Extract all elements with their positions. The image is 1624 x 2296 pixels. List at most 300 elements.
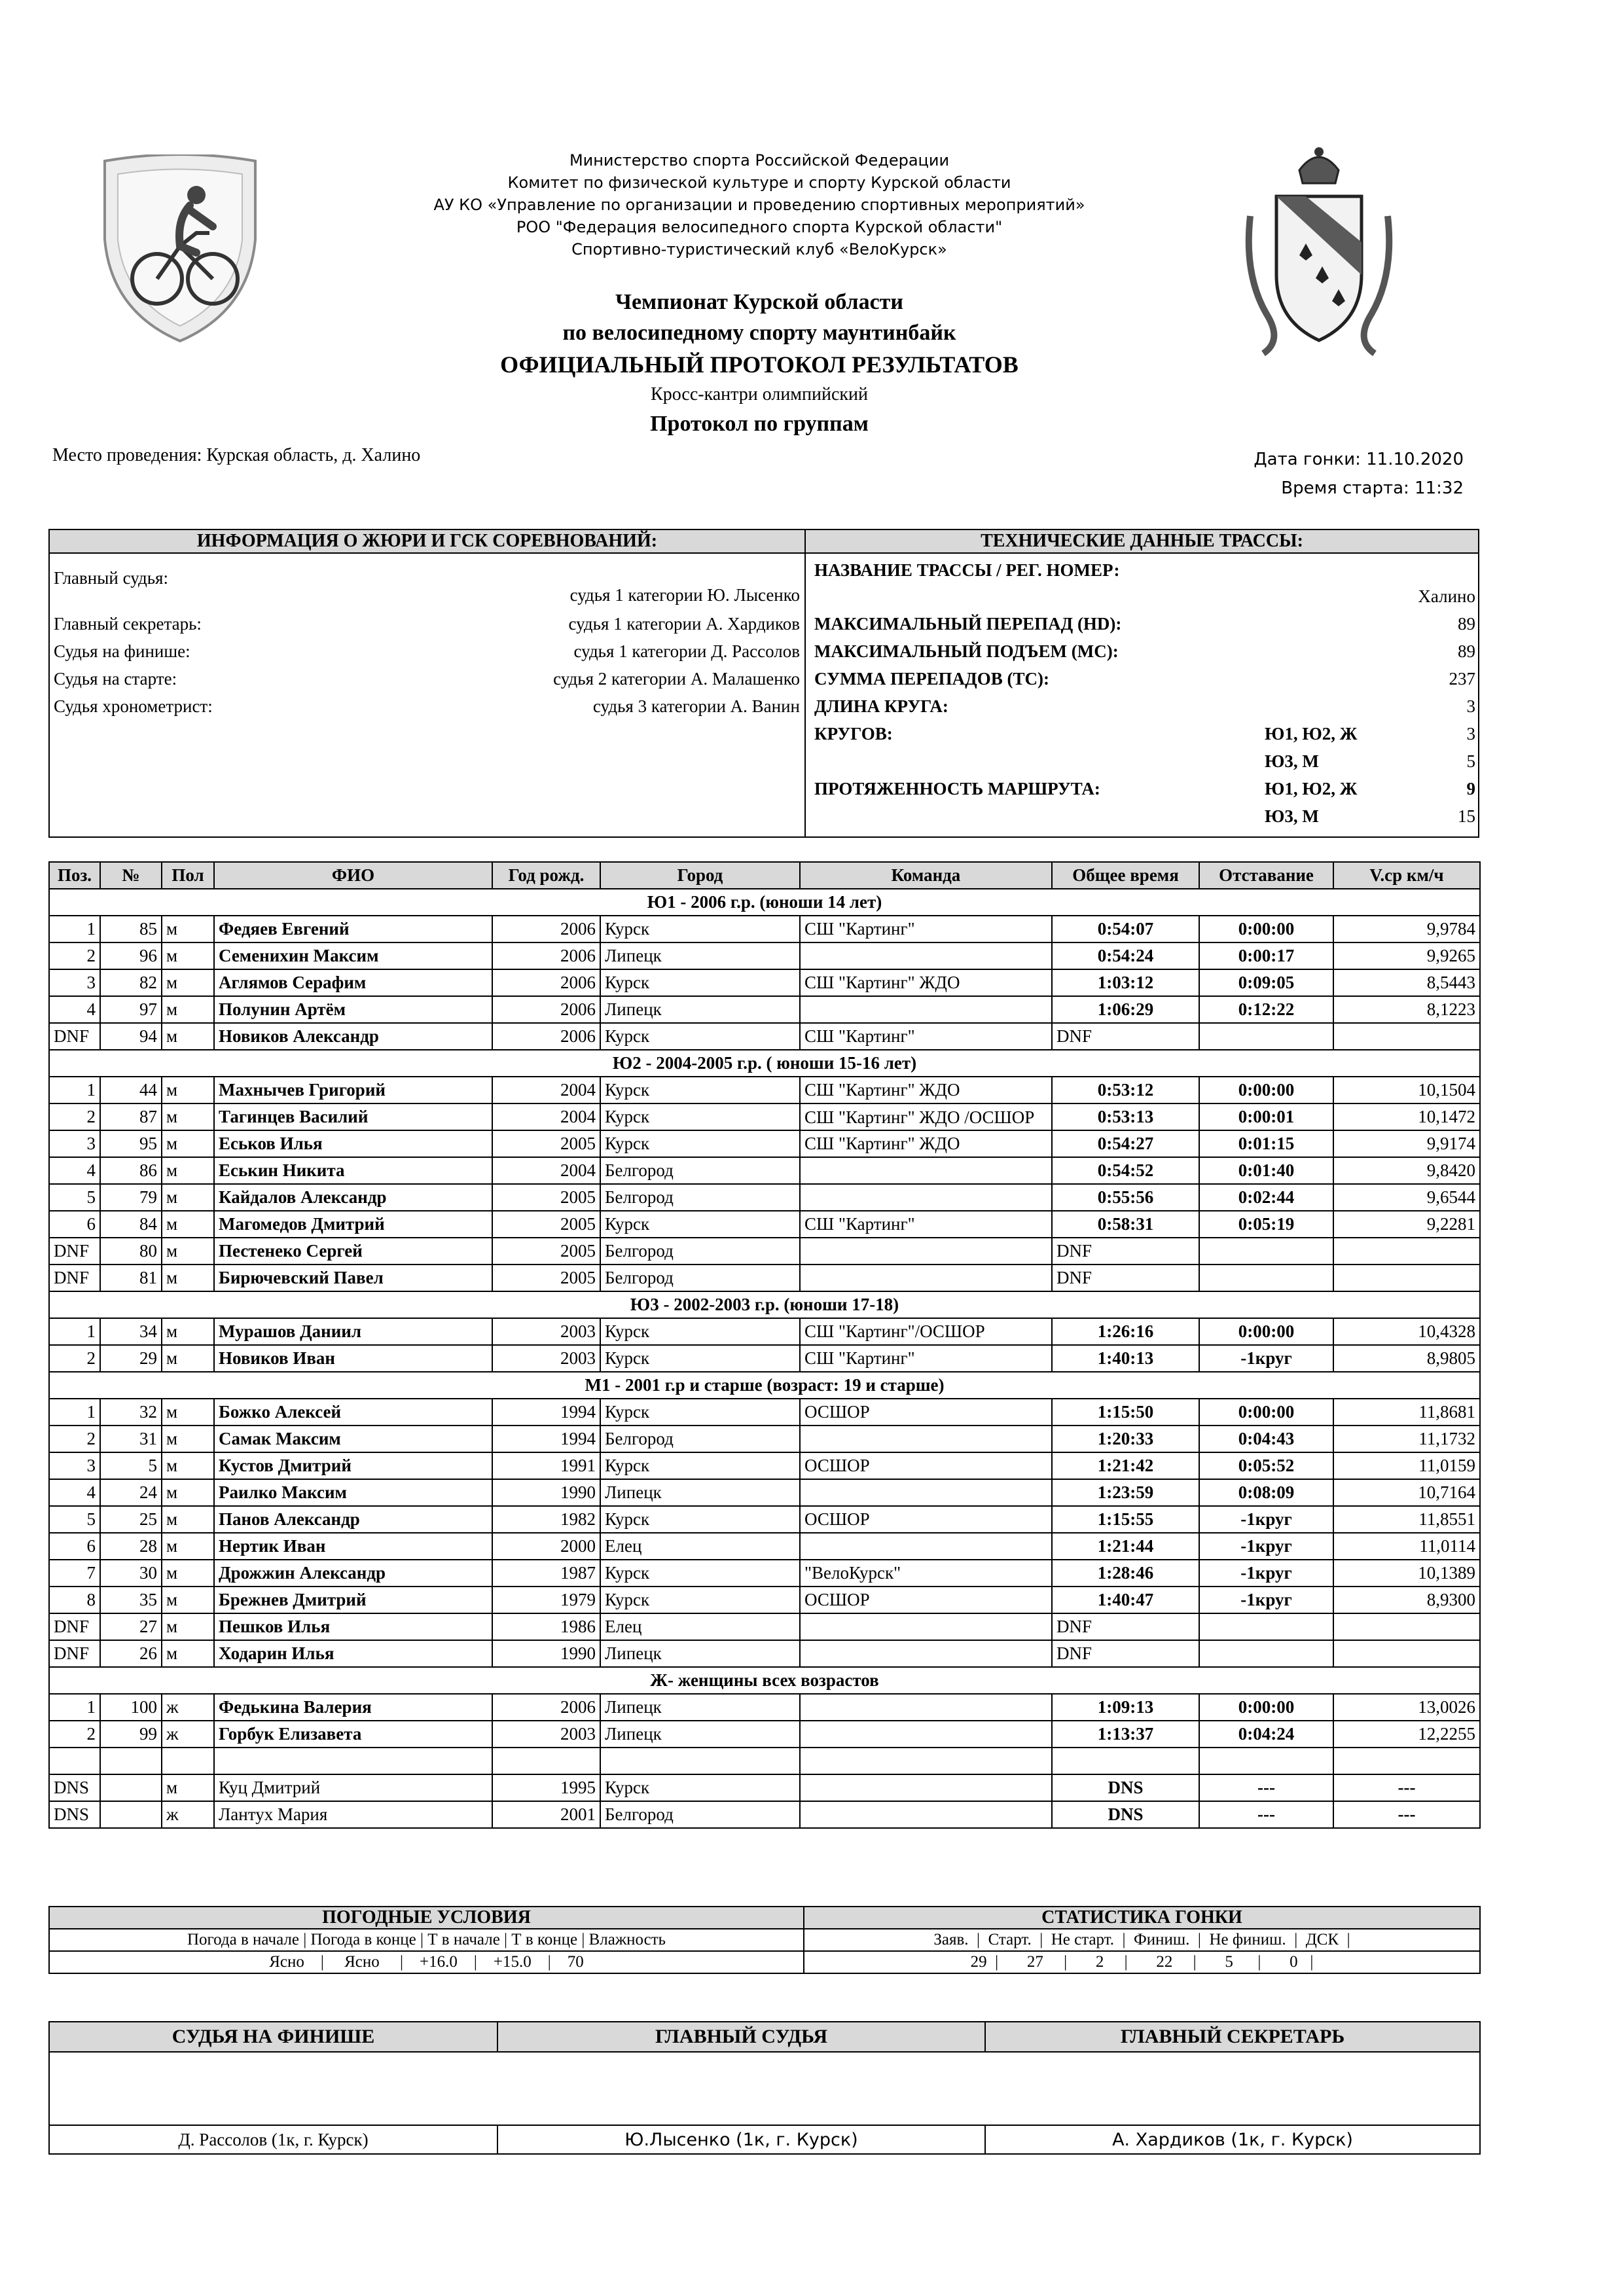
cell-bib-number: 96 [100,942,162,969]
cell-bib-number: 31 [100,1426,162,1452]
jury-role: Судья на финише: [54,641,190,661]
cell-athlete-name: Кустов Дмитрий [214,1452,492,1479]
chief-secretary-name: А. Хардиков (1к, г. Курск) [985,2125,1480,2154]
cell-team [800,1265,1052,1291]
cell-bib-number: 97 [100,996,162,1023]
jury-role: Главный судья: [54,568,168,588]
empty-cell [1052,1748,1199,1774]
cell-city: Курск [600,1077,800,1103]
cell-gap: 0:05:19 [1199,1211,1333,1238]
stats-label: Старт. [988,1931,1032,1948]
cell-position: 2 [49,1345,100,1372]
cell-position: DNF [49,1640,100,1667]
cell-city: Белгород [600,1157,800,1184]
cell-birth-year: 2005 [492,1265,600,1291]
cell-athlete-name: Дрожжин Александр [214,1560,492,1587]
cell-city: Липецк [600,996,800,1023]
cell-gender: м [162,1318,214,1345]
cell-gender: м [162,1345,214,1372]
cell-birth-year: 2003 [492,1318,600,1345]
track-group: Ю1, Ю2, Ж [1265,779,1358,798]
cell-gender: м [162,1587,214,1613]
cell-bib-number: 26 [100,1640,162,1667]
cell-team: ОСШОР [800,1399,1052,1426]
venue: Место проведения: Курская область, д. Халино [52,445,421,465]
cell-city: Курск [600,1318,800,1345]
cell-gender: м [162,1613,214,1640]
cell-gap: -1круг [1199,1560,1333,1587]
empty-cell [49,1748,100,1774]
cell-avg-speed: 9,2281 [1333,1211,1480,1238]
cell-team [800,1640,1052,1667]
cell-city: Курск [600,1774,800,1801]
cell-birth-year: 2003 [492,1345,600,1372]
table-row [49,1721,1480,1748]
track-group: Ю3, М [1265,806,1319,826]
stats-label: Не старт. [1051,1931,1115,1948]
cell-athlete-name: Бирючевский Павел [214,1265,492,1291]
cell-gender: м [162,1265,214,1291]
stats-label: Финиш. [1134,1931,1190,1948]
cell-city: Белгород [600,1238,800,1265]
cell-avg-speed: 8,5443 [1333,969,1480,996]
cell-position: 6 [49,1211,100,1238]
table-row [49,1452,1480,1479]
cell-bib-number: 29 [100,1345,162,1372]
velokursk-logo [98,154,262,344]
cell-bib-number: 5 [100,1452,162,1479]
jury-row [54,637,804,665]
cell-avg-speed: 8,9805 [1333,1345,1480,1372]
weather-value: +15.0 [493,1953,532,1971]
table-row [49,916,1480,942]
cell-gender: ж [162,1721,214,1748]
cell-gap: 0:00:00 [1199,1318,1333,1345]
cell-gap: 0:09:05 [1199,969,1333,996]
cell-bib-number: 27 [100,1613,162,1640]
cell-position: 6 [49,1533,100,1560]
track-heading: ТЕХНИЧЕСКИЕ ДАННЫЕ ТРАССЫ: [806,530,1478,554]
table-row [49,1560,1480,1587]
weather-stats-table [48,1906,1481,1974]
cell-position: 1 [49,1694,100,1721]
table-row [49,1801,1480,1828]
cell-birth-year: 2006 [492,969,600,996]
cell-athlete-name: Кайдалов Александр [214,1184,492,1211]
cell-gender: м [162,1774,214,1801]
stats-value: 27 [1026,1953,1043,1971]
cell-gap: 0:00:17 [1199,942,1333,969]
cell-city: Курск [600,1452,800,1479]
cell-bib-number: 84 [100,1211,162,1238]
cell-athlete-name: Ходарин Илья [214,1640,492,1667]
jury-person: судья 1 категории Ю. Лысенко [569,585,800,605]
col-header: ФИО [214,862,492,889]
cell-athlete-name: Тагинцев Василий [214,1103,492,1130]
cell-bib-number: 34 [100,1318,162,1345]
cell-avg-speed [1333,1265,1480,1291]
race-date: Дата гонки: 11.10.2020 [1254,450,1464,469]
cell-team: СШ "Картинг" ЖДО /ОСШОР [800,1103,1052,1130]
finish-judge-name: Д. Рассолов (1к, г. Курск) [49,2125,497,2154]
cell-gap: 0:00:00 [1199,1694,1333,1721]
cell-athlete-name: Лантух Мария [214,1801,492,1828]
cell-position: DNS [49,1801,100,1828]
track-group: Ю1, Ю2, Ж [1265,724,1358,744]
cell-position: 1 [49,1077,100,1103]
cell-athlete-name: Аглямов Серафим [214,969,492,996]
cell-athlete-name: Раилко Максим [214,1479,492,1506]
cell-position: 3 [49,1452,100,1479]
cell-birth-year: 1987 [492,1560,600,1587]
cell-gender: м [162,1103,214,1130]
cell-position: 1 [49,1318,100,1345]
cell-team [800,1694,1052,1721]
cell-bib-number: 94 [100,1023,162,1050]
cell-athlete-name: Еськов Илья [214,1130,492,1157]
cell-gender: м [162,1479,214,1506]
jury-person: судья 2 категории А. Малашенко [553,669,800,689]
cell-position: DNF [49,1238,100,1265]
cell-athlete-name: Куц Дмитрий [214,1774,492,1801]
track-value: 3 [1466,724,1475,744]
cell-city: Белгород [600,1801,800,1828]
cell-bib-number: 79 [100,1184,162,1211]
cell-gap: 0:00:00 [1199,916,1333,942]
cell-gender: м [162,1560,214,1587]
group-row [49,1372,1480,1399]
col-header: Общее время [1052,862,1199,889]
col-header: Отставание [1199,862,1333,889]
cell-gap: 0:02:44 [1199,1184,1333,1211]
cell-avg-speed: 10,7164 [1333,1479,1480,1506]
cell-team: СШ "Картинг"/ОСШОР [800,1318,1052,1345]
cell-gap: 0:01:40 [1199,1157,1333,1184]
table-row [49,1694,1480,1721]
kursk-coat-of-arms [1237,144,1401,360]
cell-total-time: 1:20:33 [1052,1426,1199,1452]
cell-athlete-name: Божко Алексей [214,1399,492,1426]
table-row [49,1157,1480,1184]
cell-city: Липецк [600,1479,800,1506]
signature-space [49,2052,1480,2125]
cell-bib-number: 100 [100,1694,162,1721]
cell-athlete-name: Махнычев Григорий [214,1077,492,1103]
table-row [49,1479,1480,1506]
cell-gap: -1круг [1199,1533,1333,1560]
cell-gap: 0:04:43 [1199,1426,1333,1452]
track-row [814,775,1475,802]
cell-total-time: 1:23:59 [1052,1479,1199,1506]
cell-gender: м [162,1426,214,1452]
cell-athlete-name: Пестенеко Сергей [214,1238,492,1265]
col-header: Команда [800,862,1052,889]
track-value: 89 [1458,641,1475,661]
organizations [367,149,1152,260]
cell-birth-year: 2005 [492,1211,600,1238]
divider [804,530,806,836]
weather-labels: Погода в начале | Погода в конце | Т в начале | Т в конце | Влажность [49,1929,804,1951]
cell-birth-year: 2004 [492,1157,600,1184]
cell-city: Белгород [600,1265,800,1291]
jury-heading: ИНФОРМАЦИЯ О ЖЮРИ И ГСК СОРЕВНОВАНИЙ: [50,530,804,554]
cell-total-time: DNF [1052,1613,1199,1640]
cell-bib-number: 86 [100,1157,162,1184]
org-line: АУ КО «Управление по организации и проведению спортивных мероприятий» [433,196,1085,214]
cell-team [800,1184,1052,1211]
cell-bib-number: 95 [100,1130,162,1157]
cell-gap: 0:12:22 [1199,996,1333,1023]
track-row [814,692,1475,720]
cell-team [800,996,1052,1023]
cell-team: СШ "Картинг" [800,916,1052,942]
stats-value: 0 [1290,1953,1298,1971]
cell-position: 4 [49,996,100,1023]
empty-cell [1199,1748,1333,1774]
cell-city: Белгород [600,1426,800,1452]
cell-birth-year: 2006 [492,942,600,969]
cell-total-time: 0:54:24 [1052,942,1199,969]
cell-birth-year: 2006 [492,996,600,1023]
cell-team [800,1238,1052,1265]
org-line: Министерство спорта Российской Федерации [569,151,950,170]
col-header: Год рожд. [492,862,600,889]
cell-avg-speed: 10,4328 [1333,1318,1480,1345]
cell-athlete-name: Магомедов Дмитрий [214,1211,492,1238]
cell-avg-speed [1333,1640,1480,1667]
table-row [49,1130,1480,1157]
blank-row [49,1748,1480,1774]
cell-gap: 0:00:00 [1199,1399,1333,1426]
cell-birth-year: 1979 [492,1587,600,1613]
cell-athlete-name: Полунин Артём [214,996,492,1023]
cell-birth-year: 2006 [492,1694,600,1721]
results-body [49,889,1480,1828]
cell-team: СШ "Картинг" [800,1345,1052,1372]
cell-gap: -1круг [1199,1506,1333,1533]
cell-avg-speed: 11,8551 [1333,1506,1480,1533]
cell-total-time: DNF [1052,1265,1199,1291]
table-row [49,942,1480,969]
table-row [49,1211,1480,1238]
cell-athlete-name: Самак Максим [214,1426,492,1452]
stats-labels: Заяв. | Старт. | Не старт. | Финиш. | Не финиш. | ДСК | [804,1929,1480,1951]
cell-gender: м [162,1023,214,1050]
table-row [49,1184,1480,1211]
cell-total-time: 1:21:44 [1052,1533,1199,1560]
empty-cell [162,1748,214,1774]
cell-athlete-name: Федькина Валерия [214,1694,492,1721]
col-header: Поз. [49,862,100,889]
cell-bib-number: 81 [100,1265,162,1291]
cell-avg-speed: 9,9174 [1333,1130,1480,1157]
track-value: 237 [1449,669,1475,689]
cell-gap [1199,1023,1333,1050]
cell-birth-year: 1990 [492,1479,600,1506]
table-row [49,1103,1480,1130]
cell-gap: 0:08:09 [1199,1479,1333,1506]
cell-gender: м [162,942,214,969]
weather-values: Ясно | Ясно | +16.0 | +15.0 | 70 [49,1951,804,1973]
group-row [49,1291,1480,1318]
cell-position: DNF [49,1613,100,1640]
discipline: Кросс-кантри олимпийский [651,384,868,404]
cell-total-time: 1:21:42 [1052,1452,1199,1479]
jury-row [54,692,804,720]
cell-birth-year: 2006 [492,1023,600,1050]
cell-city: Курск [600,1560,800,1587]
cell-position: 3 [49,1130,100,1157]
cell-position: 2 [49,1103,100,1130]
table-row [49,1265,1480,1291]
stats-value: 2 [1095,1953,1104,1971]
cell-birth-year: 2004 [492,1103,600,1130]
chief-judge-name: Ю.Лысенко (1к, г. Курск) [497,2125,985,2154]
cell-total-time: 1:40:47 [1052,1587,1199,1613]
empty-cell [600,1748,800,1774]
cell-total-time: 0:53:13 [1052,1103,1199,1130]
cell-bib-number: 25 [100,1506,162,1533]
cell-team [800,1721,1052,1748]
track-row [814,610,1475,637]
cell-team [800,1157,1052,1184]
empty-cell [800,1748,1052,1774]
chief-secretary-label: ГЛАВНЫЙ СЕКРЕТАРЬ [985,2022,1480,2052]
table-row [49,1640,1480,1667]
cell-city: Курск [600,1506,800,1533]
cell-bib-number [100,1774,162,1801]
sport-title: по велосипедному спорту маунтинбайк [562,321,956,345]
cell-avg-speed [1333,1238,1480,1265]
cell-city: Курск [600,1587,800,1613]
track-value: Халино [1418,586,1475,606]
cell-gender: м [162,1157,214,1184]
document-titles [367,287,1152,439]
cell-total-time: DNF [1052,1023,1199,1050]
stats-label: Заяв. [933,1931,969,1948]
cell-avg-speed: --- [1333,1801,1480,1828]
table-row [49,1399,1480,1426]
track-label: МАКСИМАЛЬНЫЙ ПОДЪЕМ (MC): [814,641,1119,661]
group-title: Ю1 - 2006 г.р. (юноши 14 лет) [49,889,1480,916]
track-label: КРУГОВ: [814,724,893,744]
track-group: Ю3, М [1265,751,1319,771]
cell-birth-year: 2001 [492,1801,600,1828]
col-header: № [100,862,162,889]
jury-row [54,665,804,692]
cell-team [800,1426,1052,1452]
cell-avg-speed: --- [1333,1774,1480,1801]
cell-gender: ж [162,1694,214,1721]
group-row [49,889,1480,916]
cell-position: 7 [49,1560,100,1587]
cell-birth-year: 1982 [492,1506,600,1533]
cell-total-time: 1:06:29 [1052,996,1199,1023]
cell-athlete-name: Нертик Иван [214,1533,492,1560]
cell-gender: м [162,1184,214,1211]
cell-team: СШ "Картинг" [800,1023,1052,1050]
cell-total-time: 1:03:12 [1052,969,1199,996]
empty-cell [1333,1748,1480,1774]
cell-gap: -1круг [1199,1587,1333,1613]
col-header: Город [600,862,800,889]
cell-gender: м [162,996,214,1023]
empty-cell [492,1748,600,1774]
cell-team: СШ "Картинг" ЖДО [800,969,1052,996]
track-value: 15 [1458,806,1475,826]
cell-gender: м [162,916,214,942]
cell-position: 1 [49,1399,100,1426]
cell-gender: м [162,1211,214,1238]
signatures-table [48,2021,1481,2155]
cell-gap [1199,1238,1333,1265]
protocol-type: Протокол по группам [650,412,869,436]
cell-city: Курск [600,969,800,996]
cell-total-time: 0:53:12 [1052,1077,1199,1103]
jury-role: Судья на старте: [54,669,177,689]
group-title: М1 - 2001 г.р и старше (возраст: 19 и старше) [49,1372,1480,1399]
table-row [49,1426,1480,1452]
cell-team: СШ "Картинг" ЖДО [800,1130,1052,1157]
track-label: СУММА ПЕРЕПАДОВ (TC): [814,669,1050,689]
cell-total-time: 0:54:07 [1052,916,1199,942]
cell-gender: м [162,1130,214,1157]
stats-value: 22 [1156,1953,1173,1971]
cell-gap: 0:00:00 [1199,1077,1333,1103]
cell-position: 5 [49,1184,100,1211]
weather-value: +16.0 [420,1953,458,1971]
cell-athlete-name: Федяев Евгений [214,916,492,942]
cell-total-time: 1:15:50 [1052,1399,1199,1426]
cell-team: ОСШОР [800,1506,1052,1533]
cell-total-time: 0:55:56 [1052,1184,1199,1211]
finish-judge-label: СУДЬЯ НА ФИНИШЕ [49,2022,497,2052]
cell-gap: 0:05:52 [1199,1452,1333,1479]
weather-value: 70 [567,1953,584,1971]
cell-birth-year: 2005 [492,1184,600,1211]
cell-athlete-name: Еськин Никита [214,1157,492,1184]
cell-total-time: 1:09:13 [1052,1694,1199,1721]
cell-birth-year: 1995 [492,1774,600,1801]
cell-total-time: DNS [1052,1801,1199,1828]
group-title: Ж- женщины всех возрастов [49,1667,1480,1694]
start-time: Время старта: 11:32 [1281,478,1464,498]
cell-city: Курск [600,916,800,942]
info-block [48,529,1479,838]
cell-city: Курск [600,1345,800,1372]
cell-avg-speed: 10,1472 [1333,1103,1480,1130]
table-row [49,1533,1480,1560]
cell-athlete-name: Панов Александр [214,1506,492,1533]
cell-bib-number: 80 [100,1238,162,1265]
cell-gender: м [162,1506,214,1533]
track-row [814,583,1475,610]
col-header: V.ср км/ч [1333,862,1480,889]
table-row [49,1774,1480,1801]
org-line: Спортивно-туристический клуб «ВелоКурск» [571,240,947,259]
cell-position: 8 [49,1587,100,1613]
cell-position: 5 [49,1506,100,1533]
jury-person: судья 1 категории А. Хардиков [568,614,800,634]
empty-cell [214,1748,492,1774]
cell-position: 3 [49,969,100,996]
cell-avg-speed: 11,0114 [1333,1533,1480,1560]
cell-team: СШ "Картинг" ЖДО [800,1077,1052,1103]
race-date-time [1254,445,1464,503]
cell-position: 4 [49,1479,100,1506]
jury-person: судья 3 категории А. Ванин [592,696,800,716]
cell-gap [1199,1265,1333,1291]
